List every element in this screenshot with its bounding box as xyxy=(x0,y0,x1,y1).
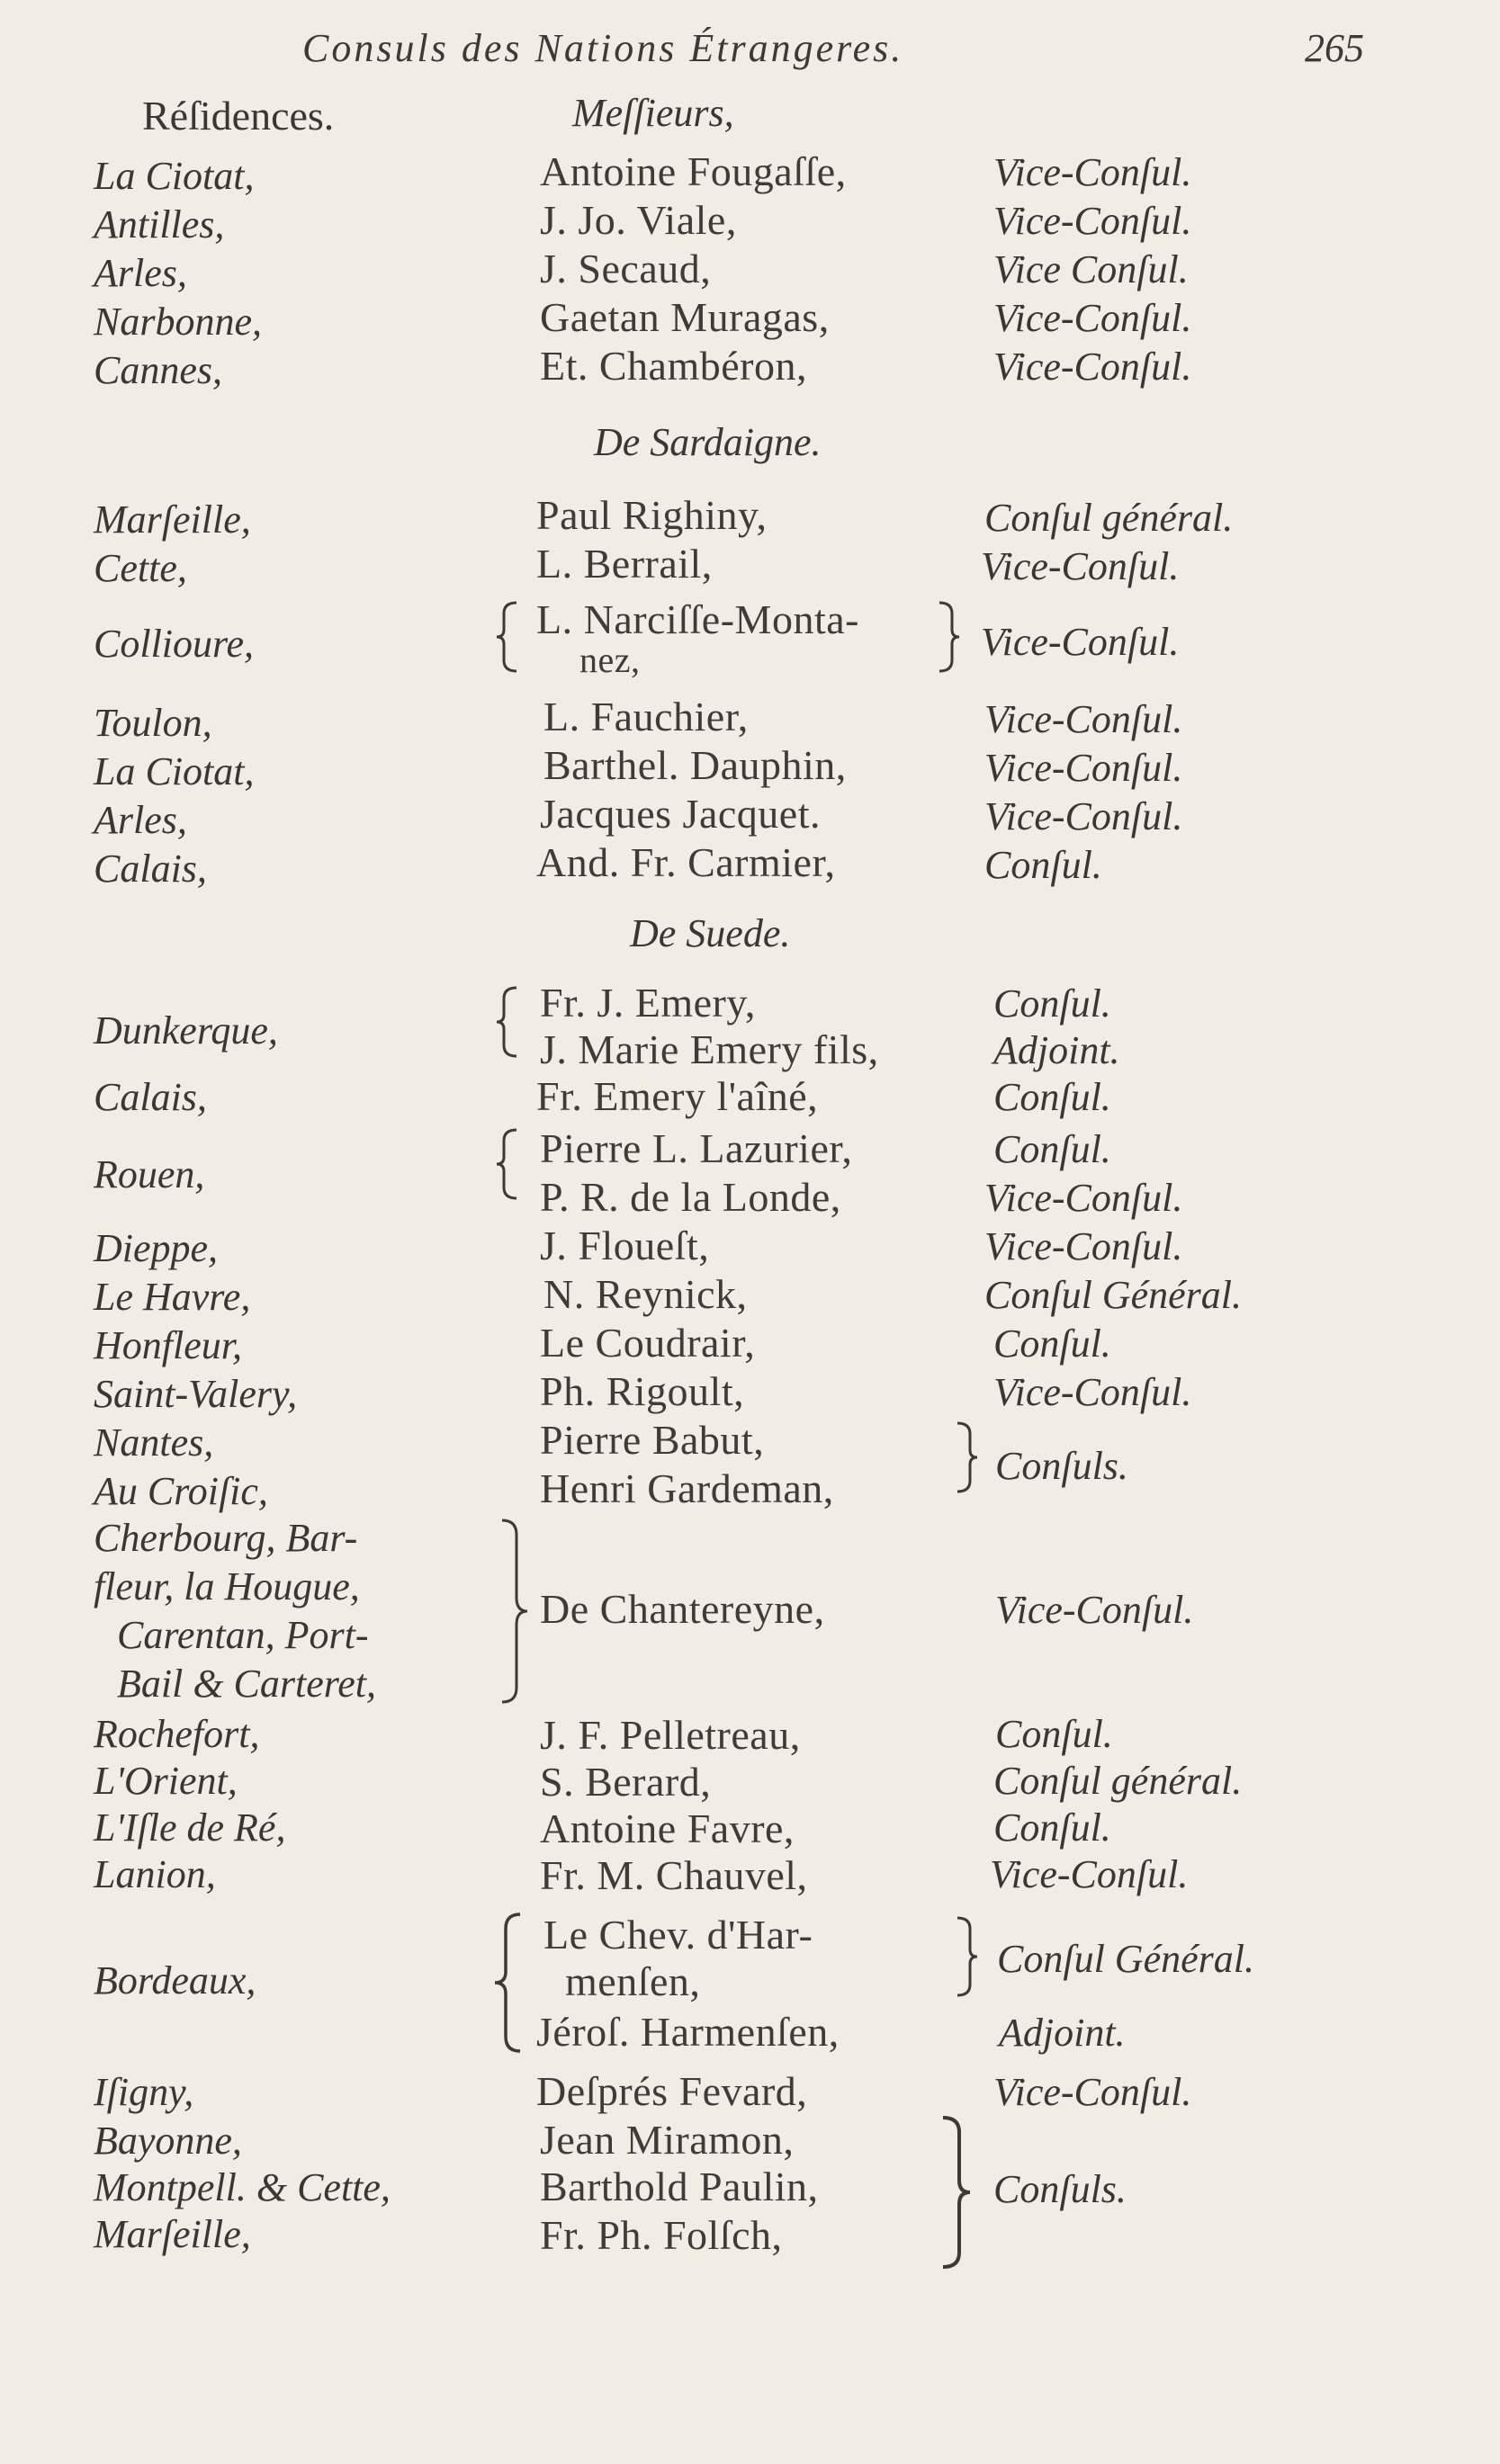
nation-heading: De Sardaigne. xyxy=(594,420,822,464)
consul-title: Vice-Conſul. xyxy=(993,1370,1192,1414)
nation-heading: De Suede. xyxy=(630,911,791,955)
column-header-messieurs: Meſſieurs, xyxy=(572,91,734,135)
consul-name: Gaetan Muragas, xyxy=(540,294,830,340)
consul-name: Jéroſ. Harmenſen, xyxy=(536,2009,840,2055)
page-header xyxy=(0,25,1500,79)
right-brace xyxy=(954,1916,981,1997)
residence: L'Iſle de Ré, xyxy=(94,1805,286,1850)
column-header-residences: Réſidences. xyxy=(142,93,335,139)
consul-name: J. Jo. Viale, xyxy=(540,197,737,243)
residence: Antilles, xyxy=(94,202,225,246)
residence: Calais, xyxy=(94,847,207,891)
consul-title: Vice-Conſul. xyxy=(981,544,1180,588)
residence: Collioure, xyxy=(94,622,255,666)
consul-title: Vice-Conſul. xyxy=(990,1852,1189,1896)
residence: Dunkerque, xyxy=(94,1008,278,1053)
consul-name: L. Berrail, xyxy=(536,541,713,587)
consul-name: Fr. Ph. Folſch, xyxy=(540,2212,783,2258)
right-brace xyxy=(954,1421,981,1493)
page-number: 265 xyxy=(1305,26,1364,70)
consul-name: J. Marie Emery fils, xyxy=(540,1026,879,1072)
consul-title: Vice-Conſul. xyxy=(995,1588,1194,1632)
residence: Narbonne, xyxy=(94,300,262,344)
consul-name: Fr. Emery l'aîné, xyxy=(536,1073,819,1119)
consul-name: Le Chev. d'Har- xyxy=(543,1912,813,1958)
consul-title: Conſul. xyxy=(993,1127,1111,1171)
residence: Montpell. & Cette, xyxy=(94,2165,391,2209)
consul-title: Conſul général. xyxy=(984,496,1234,540)
residence-line: Bail & Carteret, xyxy=(117,1662,377,1706)
consul-name-continued: menſen, xyxy=(565,1958,701,2004)
residence: Rochefort, xyxy=(94,1712,260,1756)
residence: Cannes, xyxy=(94,348,222,392)
residence: La Ciotat, xyxy=(94,154,255,198)
consul-title: Conſul. xyxy=(984,843,1102,887)
left-brace xyxy=(493,601,520,673)
consul-name: L. Fauchier, xyxy=(543,694,749,739)
consul-title: Conſul Général. xyxy=(984,1273,1242,1317)
consul-title: Vice-Conſul. xyxy=(984,1224,1183,1268)
consul-name: S. Berard, xyxy=(540,1759,712,1805)
residence: Arles, xyxy=(94,251,187,295)
consul-title: Conſul. xyxy=(993,1322,1111,1366)
consul-name: Le Coudrair, xyxy=(540,1320,756,1366)
residence: Cette, xyxy=(94,546,187,590)
residence: Lanion, xyxy=(94,1852,216,1896)
right-brace xyxy=(499,1519,525,1704)
left-brace xyxy=(491,1913,518,2053)
residence: Bordeaux, xyxy=(94,1958,256,2003)
consul-name: Pierre L. Lazurier, xyxy=(540,1125,853,1171)
consul-name: Paul Righiny, xyxy=(536,492,768,538)
consul-name-continued: nez, xyxy=(579,640,641,680)
consul-name: Fr. J. Emery, xyxy=(540,980,756,1026)
residence-line: Carentan, Port- xyxy=(117,1613,369,1657)
consul-name: Antoine Fougaſſe, xyxy=(540,148,847,194)
residence: Dieppe, xyxy=(94,1226,219,1270)
consul-name: Et. Chambéron, xyxy=(540,343,807,389)
residence: Marſeille, xyxy=(94,2212,251,2256)
consul-title: Conſul Général. xyxy=(997,1937,1254,1981)
consul-name: De Chantereyne, xyxy=(540,1586,825,1632)
consul-title: Vice-Conſul. xyxy=(984,1176,1183,1220)
residence: Arles, xyxy=(94,798,187,842)
consul-title: Conſuls. xyxy=(993,2167,1127,2211)
residence: Calais, xyxy=(94,1075,207,1119)
consul-name: L. Narciſſe-Monta- xyxy=(536,596,859,642)
residence: Toulon, xyxy=(94,701,212,745)
consul-name: And. Fr. Carmier, xyxy=(536,839,836,885)
consul-name: Jean Miramon, xyxy=(540,2117,795,2163)
residence: Au Croiſic, xyxy=(94,1469,268,1513)
consul-name: Barthel. Dauphin, xyxy=(543,742,847,788)
residence: L'Orient, xyxy=(94,1759,238,1803)
running-title: Consuls des Nations Étrangeres. xyxy=(302,26,904,70)
left-brace xyxy=(493,1128,520,1200)
consul-title: Vice-Conſul. xyxy=(981,620,1180,664)
consul-title: Conſul. xyxy=(993,981,1111,1026)
consul-title: Adjoint. xyxy=(993,1028,1120,1072)
residence: Iſigny, xyxy=(94,2070,194,2114)
residence: La Ciotat, xyxy=(94,749,255,793)
left-brace xyxy=(493,986,520,1058)
consul-title: Vice-Conſul. xyxy=(993,345,1192,389)
residence-line: fleur, la Hougue, xyxy=(94,1564,360,1608)
consul-name: J. Secaud, xyxy=(540,246,712,291)
consul-title: Vice-Conſul. xyxy=(993,199,1192,243)
consul-title: Vice-Conſul. xyxy=(993,150,1192,194)
consul-title: Conſul. xyxy=(995,1712,1113,1756)
consul-title: Vice-Conſul. xyxy=(993,2070,1192,2114)
consul-name: J. F. Pelletreau, xyxy=(540,1712,801,1758)
right-brace xyxy=(936,601,963,673)
consul-name: P. R. de la Londe, xyxy=(540,1174,841,1220)
consul-name: J. Floueſt, xyxy=(540,1223,710,1268)
residence: Rouen, xyxy=(94,1152,205,1196)
residence: Bayonne, xyxy=(94,2119,242,2163)
residence: Nantes, xyxy=(94,1420,214,1465)
residence-line: Cherbourg, Bar- xyxy=(94,1516,358,1560)
consul-title: Conſul. xyxy=(993,1075,1111,1119)
right-brace xyxy=(938,2116,965,2269)
consul-title: Conſuls. xyxy=(995,1444,1128,1488)
consul-name: N. Reynick, xyxy=(543,1271,748,1317)
consul-name: Ph. Rigoult, xyxy=(540,1368,745,1414)
consul-name: Fr. M. Chauvel, xyxy=(540,1852,808,1898)
consul-title: Vice Conſul. xyxy=(993,247,1189,291)
consul-name: Barthold Paulin, xyxy=(540,2164,819,2209)
consul-title: Vice-Conſul. xyxy=(984,746,1183,790)
consul-name: Antoine Favre, xyxy=(540,1805,795,1851)
consul-title: Conſul. xyxy=(993,1805,1111,1850)
consul-name: Pierre Babut, xyxy=(540,1417,765,1463)
residence: Saint-Valery, xyxy=(94,1372,298,1416)
consul-title: Adjoint. xyxy=(999,2011,1126,2055)
consul-name: Jacques Jacquet. xyxy=(540,791,821,837)
consul-title: Vice-Conſul. xyxy=(984,794,1183,838)
consul-name: Henri Gardeman, xyxy=(540,1465,834,1511)
consul-title: Vice-Conſul. xyxy=(993,296,1192,340)
residence: Le Havre, xyxy=(94,1275,251,1319)
consul-title: Conſul général. xyxy=(993,1759,1243,1803)
consul-name: Deſprés Fevard, xyxy=(536,2068,808,2114)
residence: Marſeille, xyxy=(94,497,251,542)
residence: Honfleur, xyxy=(94,1323,242,1367)
consul-title: Vice-Conſul. xyxy=(984,697,1183,741)
